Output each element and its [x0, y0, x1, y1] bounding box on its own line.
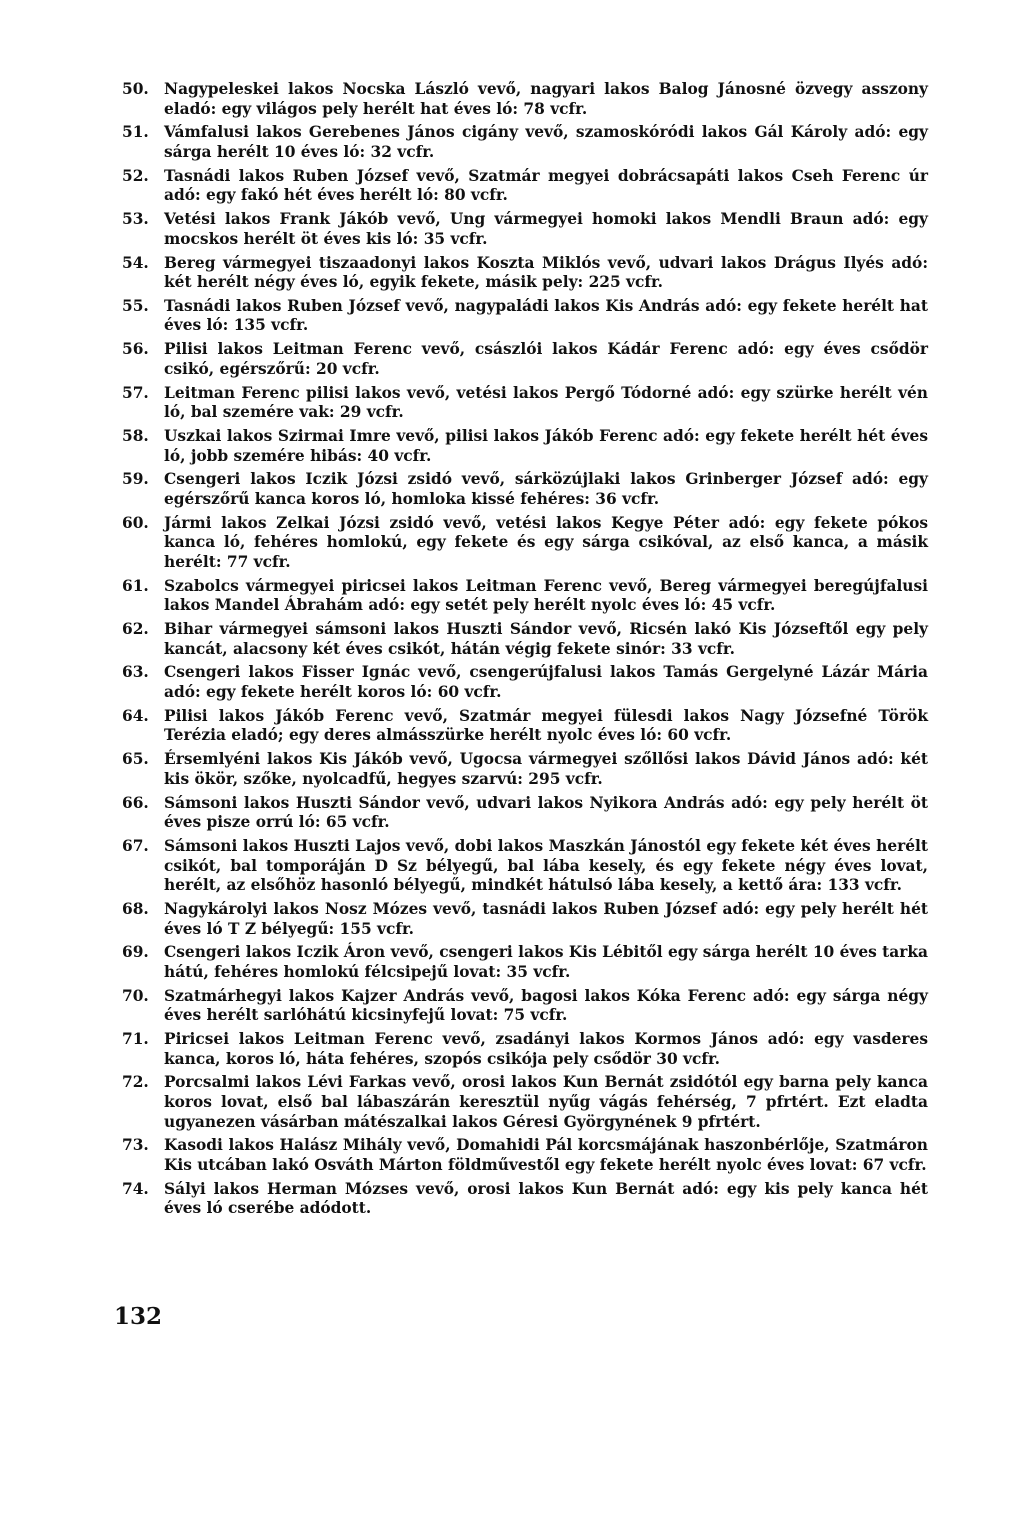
list-item: [122, 1136, 928, 1175]
entry-number: 60.: [122, 513, 149, 532]
entry-number: 59.: [122, 470, 149, 489]
entry-text: Tasnádi lakos Ruben József vevő, Szatmár megyei dobrácsapáti lakos Cseh Ferenc úr adó: egy fakó hét éves herélt ló: 80 vcfr.: [164, 166, 928, 205]
list-item: [122, 1073, 928, 1132]
entry-number: 58.: [122, 427, 149, 445]
entry-number: 68.: [122, 899, 149, 918]
list-item: [122, 794, 928, 833]
entry-number: 69.: [122, 943, 149, 962]
entry-number: 67.: [122, 836, 149, 855]
entry-text: Sámsoni lakos Huszti Sándor vevő, udvari lakos Nyikora András adó: egy pely herélt öt éves pisze orrú ló: 65 vcfr.: [164, 793, 928, 832]
entry-text: Nagypeleskei lakos Nocska László vevő, nagyari lakos Balog Jánosné özvegy asszony eladó: egy világos pely herélt hat éves ló: 78 vcfr.: [164, 80, 928, 118]
page-number: 132: [114, 1303, 163, 1330]
list-item: [122, 1030, 928, 1069]
list-item: [122, 943, 928, 982]
entry-text: Szatmárhegyi lakos Kajzer András vevő, bagosi lakos Kóka Ferenc adó: egy sárga négy éves herélt sarlóhátú kicsinyfejű lovat: 75 vcfr.: [164, 986, 928, 1025]
entry-list: [122, 80, 928, 1223]
list-item: [122, 123, 928, 162]
entry-number: 56.: [122, 340, 149, 359]
entry-text: Sámsoni lakos Huszti Lajos vevő, dobi lakos Maszkán Jánostól egy fekete két éves herélt csikót, bal tomporáján D Sz bélyegű, bal lába kesely, és egy fekete négy éves lovat, herélt, az elsőhöz hasonló bélyegű, mindkét hátulsó lába kesely, a kettő ára: 133 vcfr.: [164, 836, 928, 895]
list-item: [122, 210, 928, 249]
entry-number: 66.: [122, 793, 149, 812]
entry-text: Vámfalusi lakos Gerebenes János cigány vevő, szamoskóródi lakos Gál Károly adó: egy sárga herélt 10 éves ló: 32 vcfr.: [164, 123, 928, 161]
entry-text: Porcsalmi lakos Lévi Farkas vevő, orosi lakos Kun Bernát zsidótól egy barna pely kanca koros lovat, első bal lábaszárán keresztül nyűg vágás fehérség, 7 pfrtért. Ezt eladta ugyanezen vásárban mátészalkai lakos Géresi Györgynének 9 pfrtért.: [164, 1073, 928, 1131]
entry-text: Vetési lakos Frank Jákób vevő, Ung vármegyei homoki lakos Mendli Braun adó: egy mocskos herélt öt éves kis ló: 35 vcfr.: [164, 210, 928, 248]
list-item: [122, 427, 928, 466]
entry-text: Tasnádi lakos Ruben József vevő, nagypaládi lakos Kis András adó: egy fekete herélt hat éves ló: 135 vcfr.: [164, 296, 928, 335]
list-item: [122, 384, 928, 423]
entry-text: Szabolcs vármegyei piricsei lakos Leitman Ferenc vevő, Bereg vármegyei beregújfalusi lakos Mandel Ábrahám adó: egy setét pely herélt nyolc éves ló: 45 vcfr.: [164, 576, 928, 615]
list-item: [122, 750, 928, 789]
entry-number: 57.: [122, 383, 149, 402]
entry-text: Jármi lakos Zelkai Józsi zsidó vevő, vetési lakos Kegye Péter adó: egy fekete pókos kanca ló, fehéres homlokú, egy fekete és egy sárga csikóval, az első kanca, a másik herélt: 77 vcfr.: [164, 513, 928, 571]
list-item: [122, 167, 928, 206]
entry-text: Uszkai lakos Szirmai Imre vevő, pilisi lakos Jákób Ferenc adó: egy fekete herélt hét éves ló, jobb szemére hibás: 40 vcfr.: [164, 427, 928, 465]
list-item: [122, 837, 928, 896]
entry-number: 50.: [122, 80, 149, 98]
list-item: [122, 707, 928, 746]
list-item: [122, 514, 928, 573]
entry-number: 72.: [122, 1073, 149, 1092]
entry-text: Csengeri lakos Iczik Áron vevő, csengeri lakos Kis Lébitől egy sárga herélt 10 éves tarka hátú, fehéres homlokú félcsipejű lovat: 35 vcfr.: [164, 943, 928, 981]
list-item: [122, 1180, 928, 1219]
entry-text: Piricsei lakos Leitman Ferenc vevő, zsadányi lakos Kormos János adó: egy vasderes kanca, koros ló, háta fehéres, szopós csikója pely csődör 30 vcfr.: [164, 1030, 928, 1068]
list-item: [122, 297, 928, 336]
entry-number: 53.: [122, 210, 149, 229]
list-item: [122, 470, 928, 509]
entry-number: 64.: [122, 706, 149, 725]
entry-text: Pilisi lakos Leitman Ferenc vevő, császlói lakos Kádár Ferenc adó: egy éves csődör csikó, egérszőrű: 20 vcfr.: [164, 340, 928, 378]
entry-number: 52.: [122, 166, 149, 185]
entry-number: 63.: [122, 663, 149, 682]
entry-text: Bereg vármegyei tiszaadonyi lakos Koszta Miklós vevő, udvari lakos Drágus Ilyés adó: két herélt négy éves ló, egyik fekete, másik pely: 225 vcfr.: [164, 253, 928, 292]
list-item: [122, 620, 928, 659]
entry-number: 61.: [122, 576, 149, 595]
entry-text: Nagykárolyi lakos Nosz Mózes vevő, tasnádi lakos Ruben József adó: egy pely herélt hét éves ló T Z bélyegű: 155 vcfr.: [164, 899, 928, 938]
entry-number: 55.: [122, 296, 149, 315]
entry-text: Érsemlyéni lakos Kis Jákób vevő, Ugocsa vármegyei szőllősi lakos Dávid János adó: két kis ökör, szőke, nyolcadfű, hegyes szarvú: 295 vcfr.: [164, 750, 928, 788]
entry-number: 73.: [122, 1136, 149, 1155]
entry-text: Sályi lakos Herman Mózses vevő, orosi lakos Kun Bernát adó: egy kis pely kanca hét éves ló cserébe adódott.: [164, 1179, 928, 1218]
entry-number: 74.: [122, 1179, 149, 1198]
list-item: [122, 80, 928, 119]
entry-number: 51.: [122, 123, 149, 142]
entry-number: 71.: [122, 1030, 149, 1049]
entry-text: Pilisi lakos Jákób Ferenc vevő, Szatmár megyei fülesdi lakos Nagy Józsefné Török Terézia eladó; egy deres almásszürke herélt nyolc éves ló: 60 vcfr.: [164, 706, 928, 745]
entry-text: Bihar vármegyei sámsoni lakos Huszti Sándor vevő, Ricsén lakó Kis Józseftől egy pely kancát, alacsony két éves csikót, hátán végig fekete sinór: 33 vcfr.: [164, 620, 928, 658]
list-item: [122, 577, 928, 616]
entry-number: 65.: [122, 750, 149, 769]
entry-text: Leitman Ferenc pilisi lakos vevő, vetési lakos Pergő Tódorné adó: egy szürke herélt vén ló, bal szemére vak: 29 vcfr.: [164, 383, 928, 422]
list-item: [122, 663, 928, 702]
list-item: [122, 900, 928, 939]
list-item: [122, 987, 928, 1026]
list-item: [122, 254, 928, 293]
entry-text: Csengeri lakos Fisser Ignác vevő, csengerújfalusi lakos Tamás Gergelyné Lázár Mária adó: egy fekete herélt koros ló: 60 vcfr.: [164, 663, 928, 702]
list-item: [122, 340, 928, 379]
entry-number: 54.: [122, 253, 149, 272]
entry-text: Kasodi lakos Halász Mihály vevő, Domahidi Pál korcsmájának haszonbérlője, Szatmáron Kis utcában lakó Osváth Márton földművestől egy fekete herélt nyolc éves lovat: 67 vcfr.: [164, 1136, 928, 1174]
entry-number: 70.: [122, 986, 149, 1005]
entry-text: Csengeri lakos Iczik Józsi zsidó vevő, sárközújlaki lakos Grinberger József adó: egy egérszőrű kanca koros ló, homloka kissé fehéres: 36 vcfr.: [164, 470, 928, 508]
entry-number: 62.: [122, 620, 149, 639]
